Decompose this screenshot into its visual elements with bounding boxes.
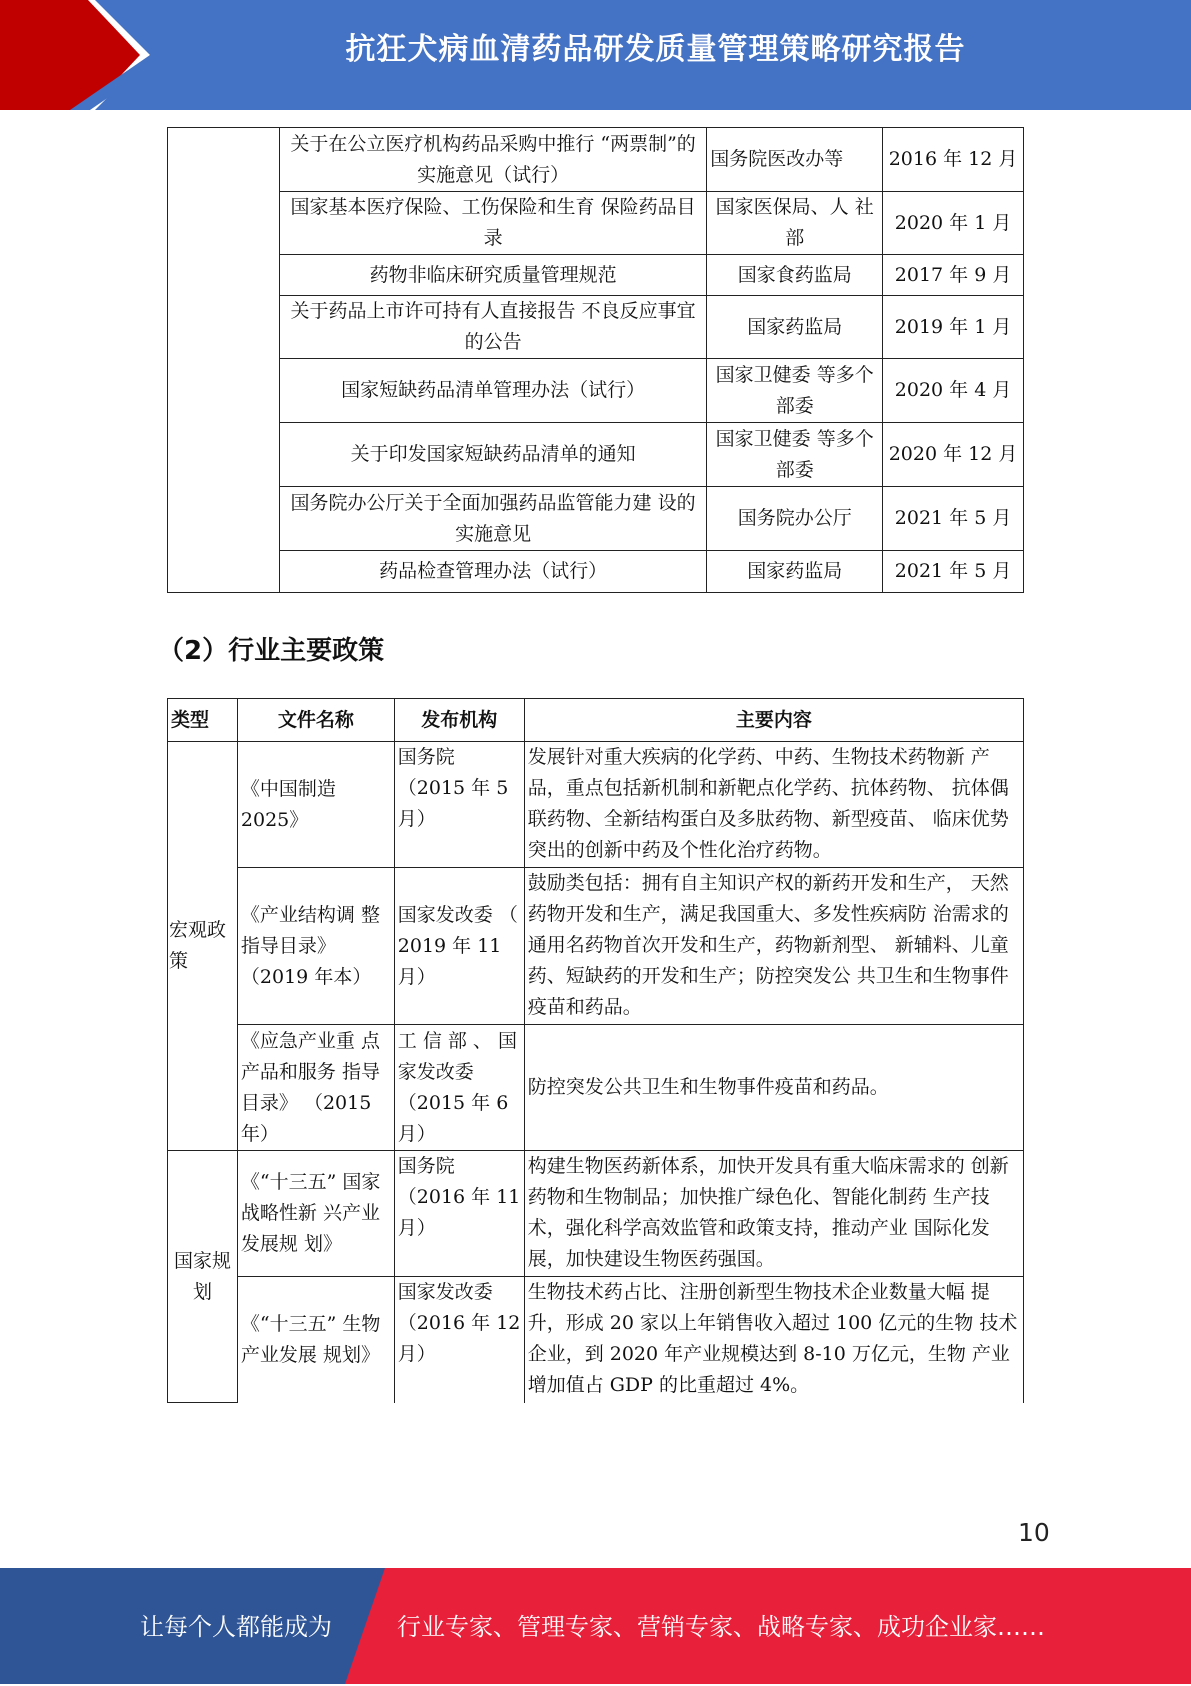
header-type: 类型 — [168, 699, 238, 742]
type-cell: 宏观政策 — [168, 742, 238, 1151]
policy-org: 国家食药监局 — [707, 255, 883, 296]
table-row — [168, 742, 1024, 868]
table-row — [168, 255, 1024, 296]
header-content: 主要内容 — [524, 699, 1023, 742]
policy-date: 2020 年 4 月 — [883, 359, 1024, 423]
page-number: 10 — [1018, 1518, 1050, 1547]
policy-name: 国家短缺药品清单管理办法（试行） — [279, 359, 706, 423]
table-row — [168, 128, 1024, 192]
policy-org: 国务院办公厅 — [707, 487, 883, 551]
doc-org: 工 信 部 、 国 家发改委 （2015 年 6 月） — [394, 1025, 524, 1151]
table-row — [168, 487, 1024, 551]
table-header-row — [168, 699, 1024, 742]
doc-name: 《“十三五” 国家战略性新 兴产业发展规 划》 — [237, 1151, 394, 1277]
page-header — [0, 0, 1191, 110]
policy-org: 国家药监局 — [707, 551, 883, 593]
table-row — [168, 868, 1024, 1025]
policy-date: 2020 年 1 月 — [883, 192, 1024, 255]
policy-name: 药物非临床研究质量管理规范 — [279, 255, 706, 296]
policy-name: 关于在公立医疗机构药品采购中推行 “两票制”的实施意见（试行） — [279, 128, 706, 192]
doc-name: 《“十三五” 生物产业发展 规划》 — [237, 1277, 394, 1403]
policy-org: 国务院医改办等 — [707, 128, 883, 192]
doc-content: 生物技术药占比、注册创新型生物技术企业数量大幅 提升，形成 20 家以上年销售收入超过 100 亿元的生物 技术企业，到 2020 年产业规模达到 8-10 万亿元，生物 产业增加值占 GDP 的比重超过 4%。 — [524, 1277, 1023, 1403]
table-row — [168, 423, 1024, 487]
doc-org: 国务院 （2016 年 11 月） — [394, 1151, 524, 1277]
footer-slogan-left: 让每个人都能成为 — [140, 1613, 332, 1641]
table-row — [168, 296, 1024, 359]
policy-table-continued — [167, 127, 1024, 593]
type-cell: 国家规划 — [168, 1151, 238, 1403]
doc-name: 《产业结构调 整指导目录》（2019 年本） — [237, 868, 394, 1025]
footer-slogan-right: 行业专家、管理专家、营销专家、战略专家、成功企业家…… — [397, 1613, 1045, 1641]
page-footer — [0, 1568, 1191, 1684]
doc-content: 鼓励类包括：拥有自主知识产权的新药开发和生产， 天然药物开发和生产，满足我国重大、多发性疾病防 治需求的通用名药物首次开发和生产，药物新剂型、 新辅料、儿童药、短缺药的开发和生产；防控突发公 共卫生和生物事件疫苗和药品。 — [524, 868, 1023, 1025]
doc-content: 发展针对重大疾病的化学药、中药、生物技术药物新 产品，重点包括新机制和新靶点化学药、抗体药物、 抗体偶联药物、全新结构蛋白及多肽药物、新型疫苗、 临床优势突出的创新中药及个性化治疗药物。 — [524, 742, 1023, 868]
policy-org: 国家医保局、人 社部 — [707, 192, 883, 255]
document-title: 抗狂犬病血清药品研发质量管理策略研究报告 — [345, 32, 966, 67]
table-row — [168, 1277, 1024, 1403]
section-heading: （2）行业主要政策 — [158, 636, 385, 666]
industry-policy-table — [167, 698, 1024, 1403]
table-row — [168, 1151, 1024, 1277]
header-org: 发布机构 — [394, 699, 524, 742]
category-cell — [168, 128, 280, 593]
policy-name: 关于药品上市许可持有人直接报告 不良反应事宜的公告 — [279, 296, 706, 359]
policy-name: 国务院办公厅关于全面加强药品监管能力建 设的实施意见 — [279, 487, 706, 551]
policy-date: 2017 年 9 月 — [883, 255, 1024, 296]
policy-org: 国家药监局 — [707, 296, 883, 359]
policy-name: 关于印发国家短缺药品清单的通知 — [279, 423, 706, 487]
table-row — [168, 359, 1024, 423]
doc-org: 国务院 （2015 年 5 月） — [394, 742, 524, 868]
policy-name: 国家基本医疗保险、工伤保险和生育 保险药品目录 — [279, 192, 706, 255]
doc-name: 《应急产业重 点产品和服务 指导目录》 （2015 年） — [237, 1025, 394, 1151]
doc-name: 《中国制造 2025》 — [237, 742, 394, 868]
policy-date: 2021 年 5 月 — [883, 487, 1024, 551]
policy-date: 2020 年 12 月 — [883, 423, 1024, 487]
policy-date: 2016 年 12 月 — [883, 128, 1024, 192]
table-row — [168, 192, 1024, 255]
policy-name: 药品检查管理办法（试行） — [279, 551, 706, 593]
policy-date: 2021 年 5 月 — [883, 551, 1024, 593]
policy-date: 2019 年 1 月 — [883, 296, 1024, 359]
table-row — [168, 551, 1024, 593]
policy-org: 国家卫健委 等多个部委 — [707, 359, 883, 423]
doc-content: 防控突发公共卫生和生物事件疫苗和药品。 — [524, 1025, 1023, 1151]
table-row — [168, 1025, 1024, 1151]
policy-org: 国家卫健委 等多个部委 — [707, 423, 883, 487]
doc-content: 构建生物医药新体系，加快开发具有重大临床需求的 创新药物和生物制品；加快推广绿色化、智能化制药 生产技术，强化科学高效监管和政策支持，推动产业 国际化发展，加快建设生物医药强国。 — [524, 1151, 1023, 1277]
header-name: 文件名称 — [237, 699, 394, 742]
doc-org: 国家发改委 （ 2019 年 11 月） — [394, 868, 524, 1025]
doc-org: 国家发改委 （2016 年 12 月） — [394, 1277, 524, 1403]
